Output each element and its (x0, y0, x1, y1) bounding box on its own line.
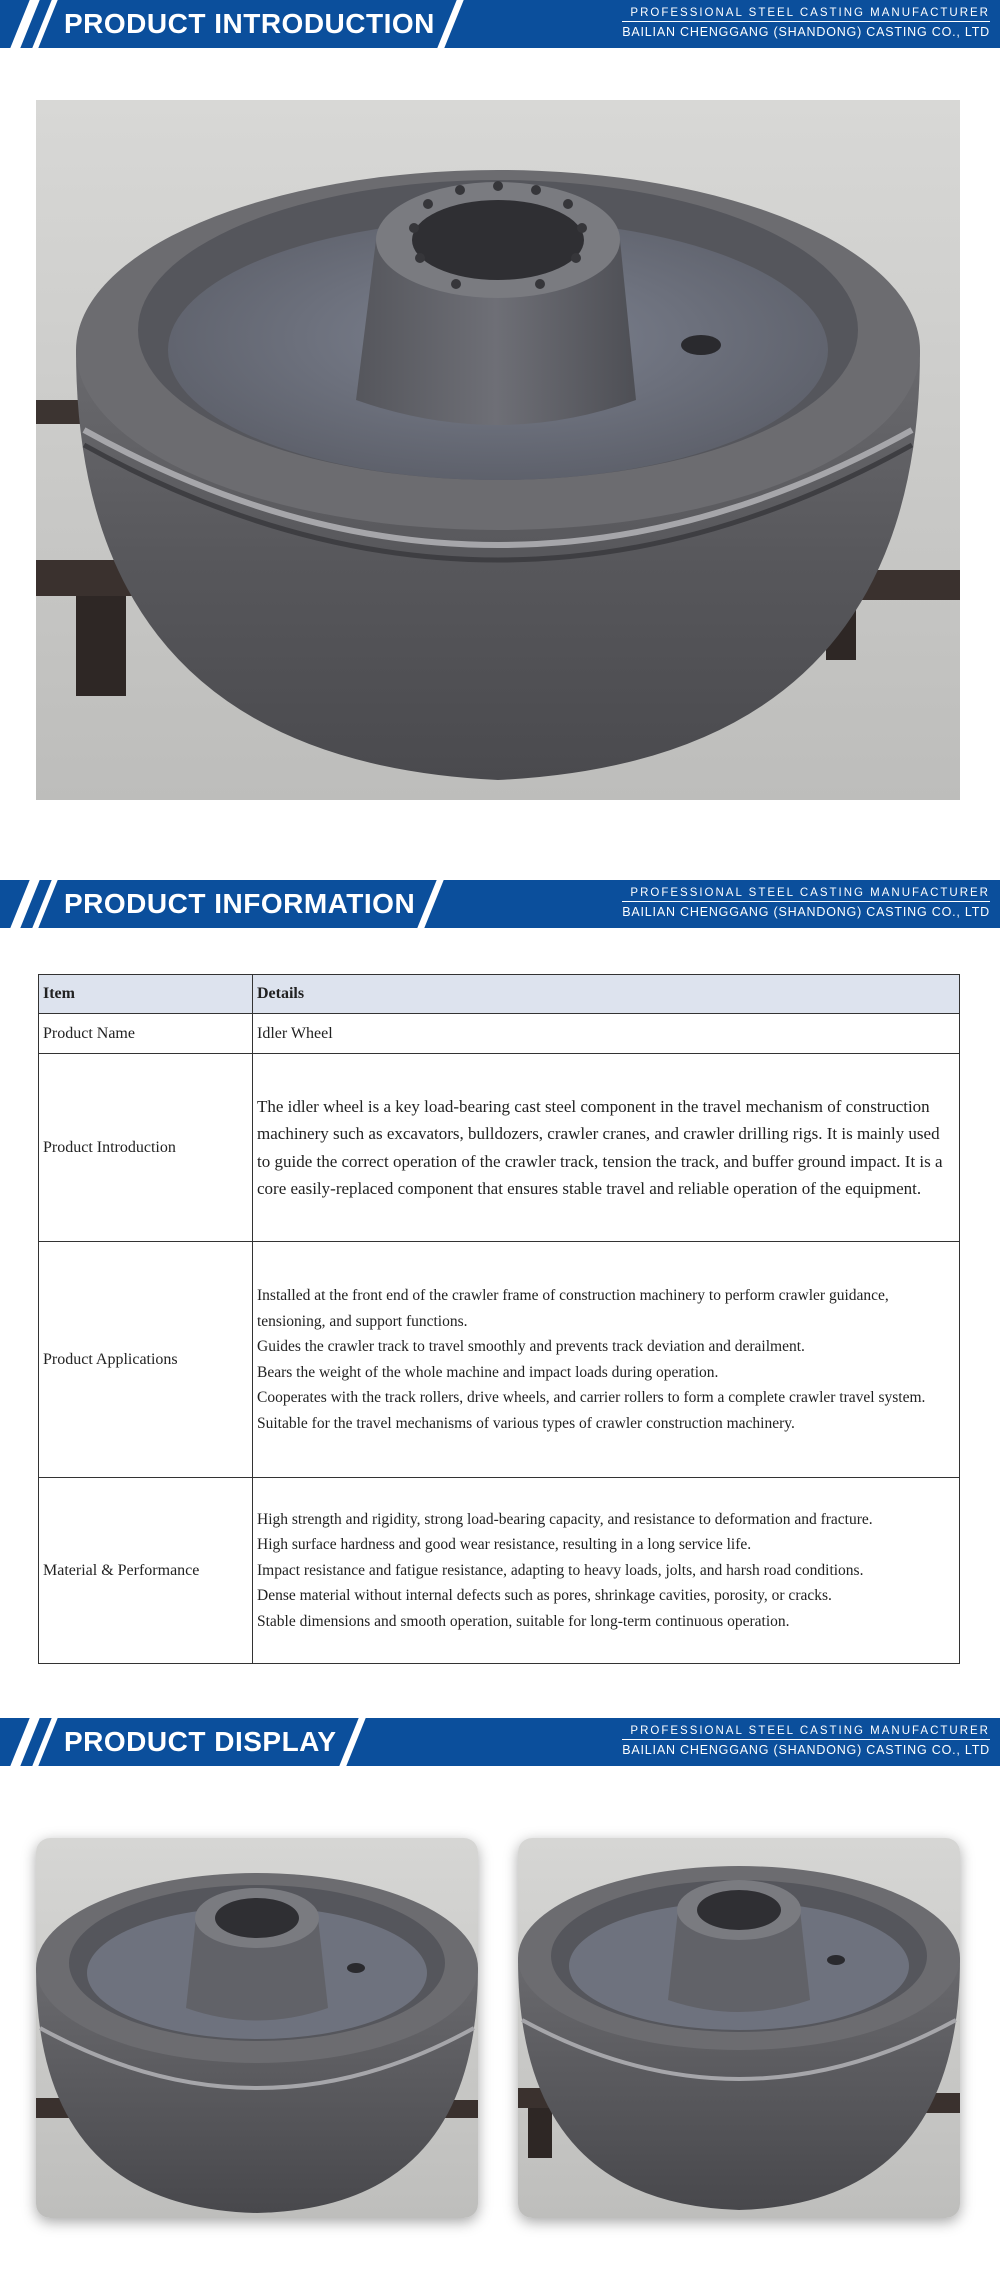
application-line: Suitable for the travel mechanisms of various types of crawler construction machinery. (257, 1414, 795, 1432)
row-label: Product Name (39, 1014, 253, 1054)
display-photo-2 (518, 1838, 960, 2218)
section-banner-information (0, 880, 1000, 928)
product-introduction-text: The idler wheel is a key load-bearing cast steel component in the travel mechanism of construction machinery such as excavators, bulldozers, crawler cranes, and crawler drilling rigs. It is mainly used to guide the correct operation of the crawler track, tension the track, and buffer ground impact. It is a core easily-replaced component that ensures stable travel and reliable operation of the equipment. (257, 1096, 943, 1198)
banner-company: BAILIAN CHENGGANG (SHANDONG) CASTING CO., LTD (622, 1739, 990, 1759)
application-line: Bears the weight of the whole machine and impact loads during operation. (257, 1363, 719, 1381)
table-header-row (39, 975, 960, 1014)
application-line: Cooperates with the track rollers, drive wheels, and carrier rollers to form a complete crawler travel system. (257, 1389, 926, 1406)
product-name-value: Idler Wheel (253, 1014, 960, 1054)
material-line: High surface hardness and good wear resistance, resulting in a long service life. (257, 1536, 752, 1554)
application-line: Guides the crawler track to travel smoothly and prevents track deviation and derailment. (257, 1338, 805, 1355)
banner-company: BAILIAN CHENGGANG (SHANDONG) CASTING CO., LTD (622, 21, 990, 41)
section-title: PRODUCT INTRODUCTION (64, 8, 435, 39)
section-title: PRODUCT INFORMATION (64, 888, 416, 919)
row-label: Material & Performance (39, 1478, 253, 1664)
material-line: Dense material without internal defects such as pores, shrinkage cavities, porosity, or cracks. (257, 1587, 832, 1605)
main-product-photo (36, 100, 960, 800)
row-label: Product Introduction (39, 1054, 253, 1242)
banner-tagline: PROFESSIONAL STEEL CASTING MANUFACTURER (630, 7, 990, 19)
application-line: Installed at the front end of the crawler frame of construction machinery to perform crawler guidance, tensioning, and support functions. (257, 1287, 889, 1330)
section-title: PRODUCT DISPLAY (64, 1726, 337, 1757)
section-banner-introduction (0, 0, 1000, 48)
column-header-item: Item (39, 975, 253, 1014)
table-row (39, 1478, 960, 1664)
display-photo-1 (36, 1838, 478, 2218)
column-header-details: Details (253, 975, 960, 1014)
banner-company: BAILIAN CHENGGANG (SHANDONG) CASTING CO., LTD (622, 901, 990, 921)
table-row (39, 1242, 960, 1478)
row-label: Product Applications (39, 1242, 253, 1478)
material-line: Stable dimensions and smooth operation, suitable for long-term continuous operation. (257, 1612, 790, 1630)
banner-tagline: PROFESSIONAL STEEL CASTING MANUFACTURER (630, 887, 990, 899)
product-info-table (38, 974, 960, 1664)
table-row (39, 1014, 960, 1054)
material-line: High strength and rigidity, strong load-bearing capacity, and resistance to deformation and fracture. (257, 1510, 873, 1528)
material-line: Impact resistance and fatigue resistance, adapting to heavy loads, jolts, and harsh road conditions. (257, 1561, 864, 1579)
table-row (39, 1054, 960, 1242)
section-banner-display (0, 1718, 1000, 1766)
banner-tagline: PROFESSIONAL STEEL CASTING MANUFACTURER (630, 1725, 990, 1737)
